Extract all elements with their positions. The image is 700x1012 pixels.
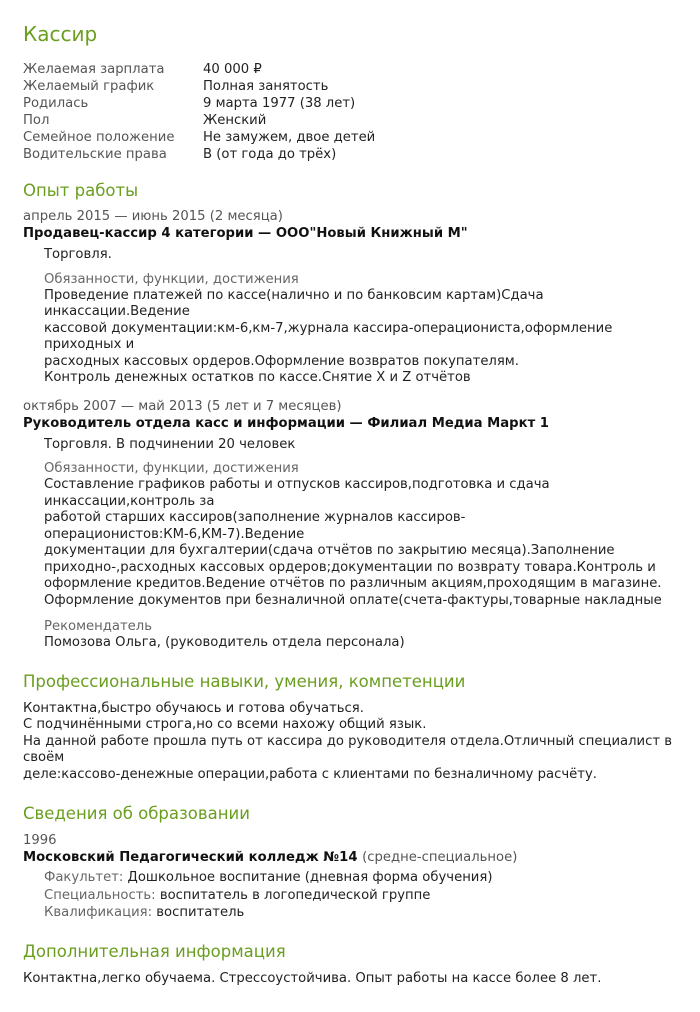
additional-heading: Дополнительная информация	[23, 941, 286, 961]
skills-line: деле:кассово-денежные операции,работа с клиентами по безналичному расчёту.	[23, 766, 597, 782]
skills-text	[23, 701, 683, 784]
education-details	[23, 869, 683, 922]
education-heading: Сведения об образовании	[23, 804, 250, 823]
resume-title: Кассир	[23, 22, 98, 46]
job-duties	[23, 288, 683, 387]
education-level: (средне-специальное)	[362, 850, 518, 865]
personal-info	[23, 61, 683, 163]
job-entry	[23, 398, 683, 652]
job-entry	[23, 208, 683, 387]
info-row-license	[23, 146, 683, 163]
job-duties	[23, 477, 683, 609]
job-position: Продавец-кассир 4 категории — ООО"Новый Книжный М"	[23, 226, 468, 241]
job-period: апрель 2015 — июнь 2015 (2 месяца)	[23, 209, 283, 224]
experience-heading: Опыт работы	[23, 181, 139, 200]
education-detail-label: Факультет:	[44, 870, 124, 885]
reference-value: Помозова Ольга, (руководитель отдела персонала)	[44, 635, 405, 650]
skills-line: С подчинёнными строга,но со всеми нахожу общий язык.	[23, 717, 427, 732]
skills-line: Контактна,быстро обучаюсь и готова обучаться.	[23, 700, 364, 716]
job-duties-line: оформление кредитов.Ведение отчётов по различным акциям,проходящим в магазине.	[44, 576, 662, 591]
job-duties-label: Обязанности, функции, достижения	[44, 461, 299, 476]
info-value: 40 000 ₽	[203, 62, 262, 77]
additional-text: Контактна,легко обучаема. Стрессоустойчива. Опыт работы на кассе более 8 лет.	[23, 970, 602, 986]
education-institution-row	[23, 849, 683, 866]
education-detail-value: воспитатель в логопедической группе	[159, 887, 431, 903]
education-year: 1996	[23, 833, 57, 848]
skills-heading: Профессиональные навыки, умения, компетенции	[23, 671, 466, 691]
job-duties-line: Контроль денежных остатков по кассе.Снятие X и Z отчётов	[44, 370, 471, 385]
info-value: Не замужем, двое детей	[203, 130, 376, 145]
info-row-gender	[23, 112, 683, 129]
job-duties-line: Проведение платежей по кассе(налично и по банковсим картам)Сдача инкассации.Ведение	[44, 287, 544, 319]
info-label: Пол	[23, 113, 50, 128]
info-value: В (от года до трёх)	[203, 147, 337, 162]
education-entry	[23, 832, 683, 922]
info-label: Родилась	[23, 96, 89, 111]
job-duties-label: Обязанности, функции, достижения	[44, 271, 299, 287]
job-duties-line: расходных кассовых ордеров.Оформление возвратов покупателям.	[44, 353, 519, 369]
info-label: Семейное положение	[23, 130, 175, 145]
skills-line: На данной работе прошла путь от кассира до руководителя отдела.Отличный специалист в своём	[23, 733, 673, 765]
info-label: Водительские права	[23, 147, 167, 162]
job-industry: Торговля.	[44, 247, 112, 262]
info-row-birth	[23, 95, 683, 112]
reference-label: Рекомендатель	[44, 619, 152, 634]
info-value: 9 марта 1977 (38 лет)	[203, 96, 356, 111]
info-label: Желаемый график	[23, 79, 155, 94]
education-detail-label: Квалификация:	[44, 905, 153, 920]
resume-page	[0, 22, 683, 987]
education-detail-value: воспитатель	[156, 905, 245, 920]
info-value: Полная занятость	[203, 79, 329, 94]
education-detail-value: Дошкольное воспитание (дневная форма обучения)	[127, 870, 493, 885]
education-institution: Московский Педагогический колледж №14	[23, 850, 358, 865]
job-duties-line: работой старших кассиров(заполнение журналов кассиров-операционистов:КМ-6,КМ-7).Ведение	[44, 510, 466, 542]
job-duties-line: Оформление документов при безналичной оплате(счета-фактуры,товарные накладные	[44, 592, 662, 608]
info-value: Женский	[203, 113, 267, 128]
job-duties-line: документации для бухгалтерии(сдача отчётов по закрытию месяца).Заполнение	[44, 543, 615, 558]
job-industry: Торговля. В подчинении 20 человек	[44, 436, 296, 452]
info-row-salary	[23, 61, 683, 78]
job-period: октябрь 2007 — май 2013 (5 лет и 7 месяцев)	[23, 398, 342, 414]
job-duties-line: кассовой документации:км-6,км-7,журнала кассира-операциониста,оформление приходных и	[44, 320, 613, 352]
info-row-family	[23, 129, 683, 146]
education-detail-row	[44, 887, 683, 905]
job-position: Руководитель отдела касс и информации — Филиал Медиа Маркт 1	[23, 415, 549, 431]
education-detail-row	[44, 904, 683, 922]
info-row-schedule	[23, 78, 683, 95]
info-label: Желаемая зарплата	[23, 62, 165, 77]
education-detail-row	[44, 869, 683, 887]
education-detail-label: Специальность:	[44, 887, 156, 903]
job-duties-line: Составление графиков работы и отпусков кассиров,подготовка и сдача инкассации,контроль за	[44, 477, 550, 509]
job-duties-line: приходно-,расходных кассовых ордеров;документации по возврату товара.Контроль и	[44, 559, 656, 575]
